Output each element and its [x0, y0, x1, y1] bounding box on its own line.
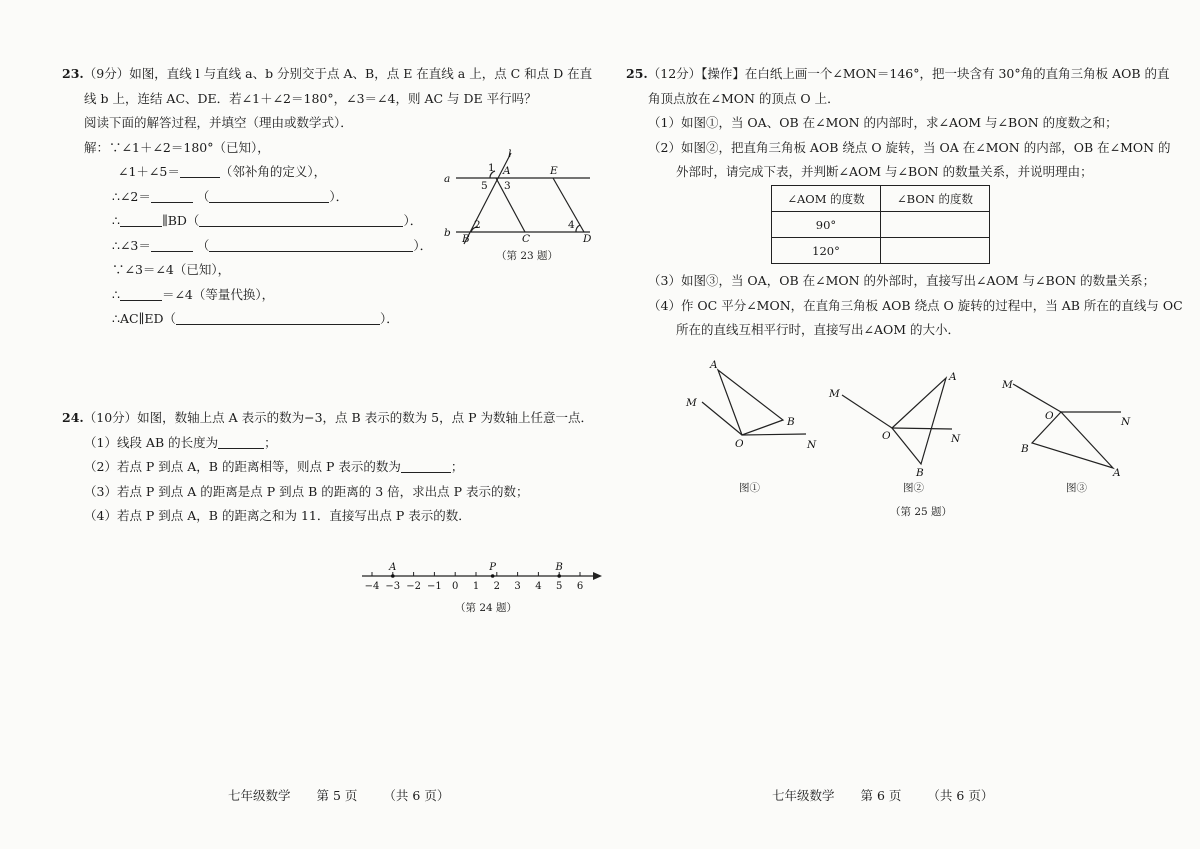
- fig2-ray-om: [842, 395, 892, 428]
- table-cell-bon-1[interactable]: [881, 212, 990, 238]
- label-E: E: [550, 165, 558, 177]
- q25-part-2b: 外部时，请完成下表，并判断∠AOM 与∠BON 的数量关系，并说明理由；: [676, 164, 1093, 179]
- q24-blank-1[interactable]: [218, 434, 264, 449]
- label-C: C: [522, 233, 531, 245]
- q24-part-4: （4）若点 P 到点 A，B 的距离之和为 11．直接写出点 P 表示的数．: [84, 508, 471, 523]
- table-cell-bon-2[interactable]: [881, 238, 990, 264]
- fig3-caption: 图③: [1066, 482, 1087, 494]
- label-2: 2: [474, 219, 481, 231]
- q23-figure: [438, 143, 600, 245]
- fig1-ray-on: [742, 434, 806, 435]
- number-line-tick-label: 5: [556, 581, 563, 592]
- angle-arc-4: [576, 225, 580, 232]
- q23-blank-7[interactable]: [209, 237, 413, 252]
- q25-table: [771, 185, 990, 264]
- q23-caption: （第 23 题）: [496, 250, 559, 262]
- number-line-tick-label: −4: [364, 581, 380, 592]
- number-line-tick-label: 6: [576, 581, 584, 592]
- point-b-dot: [557, 574, 561, 578]
- fig1-label-b: B: [787, 416, 795, 428]
- q23-step-1: 解：∵∠1＋∠2＝180°（已知），: [84, 139, 270, 155]
- label-1: 1: [488, 162, 495, 174]
- fig1-label-n: N: [807, 439, 817, 451]
- q23-line-2: 线 b 上，连结 AC、DE．若∠1＋∠2＝180°，∠3＝∠4，则 AC 与 DE 平行吗？: [84, 90, 537, 106]
- right-page: [600, 0, 1200, 849]
- q24-blank-2[interactable]: [401, 458, 451, 473]
- q25-line-1: 25.（12分）【操作】在白纸上画一个∠MON＝146°，把一块含有 30°角的直角三角板 AOB 的直: [626, 66, 1170, 81]
- number-line-tick-label: −1: [427, 581, 442, 592]
- q24-part-1: （1）线段 AB 的长度为 ；: [84, 434, 277, 450]
- number-line-tick-label: 3: [514, 581, 521, 592]
- point-b-label: B: [555, 562, 563, 573]
- table-header-bon: ∠BON 的度数: [881, 186, 990, 212]
- fig3-ray-om: [1013, 384, 1061, 412]
- q23-blank-3[interactable]: [209, 188, 329, 203]
- fig2-label-o: O: [882, 430, 891, 442]
- fig2-label-m: M: [829, 388, 840, 400]
- footer-subject: 七年级数学: [228, 788, 291, 803]
- fig1-label-a: A: [710, 359, 718, 371]
- question-25-cont: [626, 269, 1186, 343]
- table-header-aom: ∠AOM 的度数: [772, 186, 881, 212]
- number-line-tick-label: 1: [472, 581, 480, 592]
- q23-line-1: 23.（9分）如图，直线 l 与直线 a、b 分别交于点 A、B，点 E 在直线 a 上，点 C 和点 D 在直: [62, 66, 593, 81]
- q23-step-8: ∴AC∥ED（ ）．: [112, 311, 399, 326]
- q24-caption: （第 24 题）: [455, 602, 518, 614]
- q23-step-5: ∴∠3＝ （ ）．: [112, 237, 433, 253]
- fig2-ray-on: [892, 428, 952, 429]
- number-line-tick-label: −3: [385, 581, 401, 592]
- q24-part-2: （2）若点 P 到点 A，B 的距离相等，则点 P 表示的数为 ；: [84, 459, 464, 474]
- q24-number-line: [358, 560, 608, 598]
- q23-step-4: ∴ ∥BD（ ）．: [112, 213, 423, 228]
- fig3-label-o: O: [1045, 410, 1054, 422]
- q25-figure-3: [1000, 372, 1150, 482]
- question-25: [626, 62, 1186, 185]
- footer-page: 第 5 页: [316, 788, 358, 803]
- fig2-label-n: N: [951, 433, 961, 445]
- q25-part-3: （3）如图③，当 OA，OB 在∠MON 的外部时，直接写出∠AOM 与∠BON 的数量关系；: [648, 273, 1156, 288]
- question-24: [62, 406, 592, 529]
- q23-blank-9[interactable]: [176, 310, 380, 325]
- table-cell-aom-1: 90°: [772, 212, 881, 238]
- number-line-tick-label: −2: [406, 581, 421, 592]
- fig3-label-n: N: [1121, 416, 1131, 428]
- label-D: D: [583, 233, 592, 245]
- footer-page: 第 6 页: [860, 788, 902, 803]
- fig1-caption: 图①: [739, 482, 760, 494]
- q23-step-3: ∴∠2＝ （ ）．: [112, 188, 349, 204]
- q23-step-2: ∠1＋∠5＝ （邻补角的定义），: [118, 164, 327, 179]
- q23-blank-5[interactable]: [199, 212, 403, 227]
- table-cell-aom-2: 120°: [772, 238, 881, 264]
- right-footer: [772, 786, 1019, 804]
- left-footer: [228, 786, 475, 804]
- point-p-dot: [491, 574, 495, 578]
- q25-part-4b: 所在的直线互相平行时，直接写出∠AOM 的大小．: [676, 322, 961, 337]
- number-line-tick-label: 0: [452, 581, 459, 592]
- fig3-label-m: M: [1002, 379, 1013, 391]
- fig2-label-b: B: [916, 467, 924, 479]
- q23-step-6: ∵∠3＝∠4（已知），: [112, 262, 231, 277]
- fig1-triangle-aob: [718, 370, 783, 435]
- label-b: b: [444, 227, 451, 239]
- fig1-label-m: M: [686, 397, 697, 409]
- q23-line-3: 阅读下面的解答过程，并填空（理由或数学式）．: [84, 115, 353, 130]
- fig3-label-a: A: [1113, 467, 1121, 479]
- q25-table-wrap: [771, 185, 990, 264]
- label-3: 3: [504, 180, 511, 192]
- q25-part-2a: （2）如图②，把直角三角板 AOB 绕点 O 旋转，当 OA 在∠MON 的内部，OB 在∠MON 的: [648, 139, 1171, 155]
- q23-blank-2[interactable]: [151, 188, 193, 203]
- q24-line-1: 24.（10分）如图，数轴上点 A 表示的数为−3，点 B 表示的数为 5，点 P 为数轴上任意一点．: [62, 410, 593, 425]
- label-B: B: [462, 233, 470, 245]
- label-l: l: [508, 148, 512, 160]
- point-p-label: P: [489, 562, 497, 573]
- q24-part-3: （3）若点 P 到点 A 的距离是点 P 到点 B 的距离的 3 倍，求出点 P 表示的数；: [84, 483, 529, 499]
- label-5: 5: [481, 180, 488, 192]
- footer-subject: 七年级数学: [772, 788, 835, 803]
- footer-total: （共 6 页）: [383, 788, 450, 803]
- fig2-triangle-aob: [892, 378, 946, 464]
- label-A: A: [503, 165, 511, 177]
- footer-total: （共 6 页）: [927, 788, 994, 803]
- label-4: 4: [568, 219, 575, 231]
- q23-step-7: ∴ ＝∠4（等量代换），: [112, 286, 275, 302]
- q23-blank-1[interactable]: [180, 163, 220, 178]
- q25-figure-2: [825, 360, 975, 480]
- number-line-tick-label: 2: [493, 581, 500, 592]
- q23-blank-8[interactable]: [120, 286, 162, 301]
- fig1-label-o: O: [735, 438, 744, 450]
- q23-blank-6[interactable]: [151, 237, 193, 252]
- fig2-caption: 图②: [903, 482, 924, 494]
- q25-caption: （第 25 题）: [890, 506, 953, 518]
- q25-part-1: （1）如图①，当 OA、OB 在∠MON 的内部时，求∠AOM 与∠BON 的度数之和；: [648, 115, 1118, 130]
- q25-line-2: 角顶点放在∠MON 的顶点 O 上．: [648, 90, 840, 106]
- point-a-dot: [391, 574, 395, 578]
- number-line-tick-label: 4: [535, 581, 542, 592]
- fig3-label-b: B: [1021, 443, 1029, 455]
- fig2-label-a: A: [949, 371, 957, 383]
- q25-figure-1: [680, 355, 830, 455]
- point-a-label: A: [389, 562, 397, 573]
- q25-part-4a: （4）作 OC 平分∠MON，在直角三角板 AOB 绕点 O 旋转的过程中，当 AB 所在的直线与 OC: [648, 297, 1183, 313]
- q23-blank-4[interactable]: [120, 212, 162, 227]
- label-a: a: [444, 173, 451, 185]
